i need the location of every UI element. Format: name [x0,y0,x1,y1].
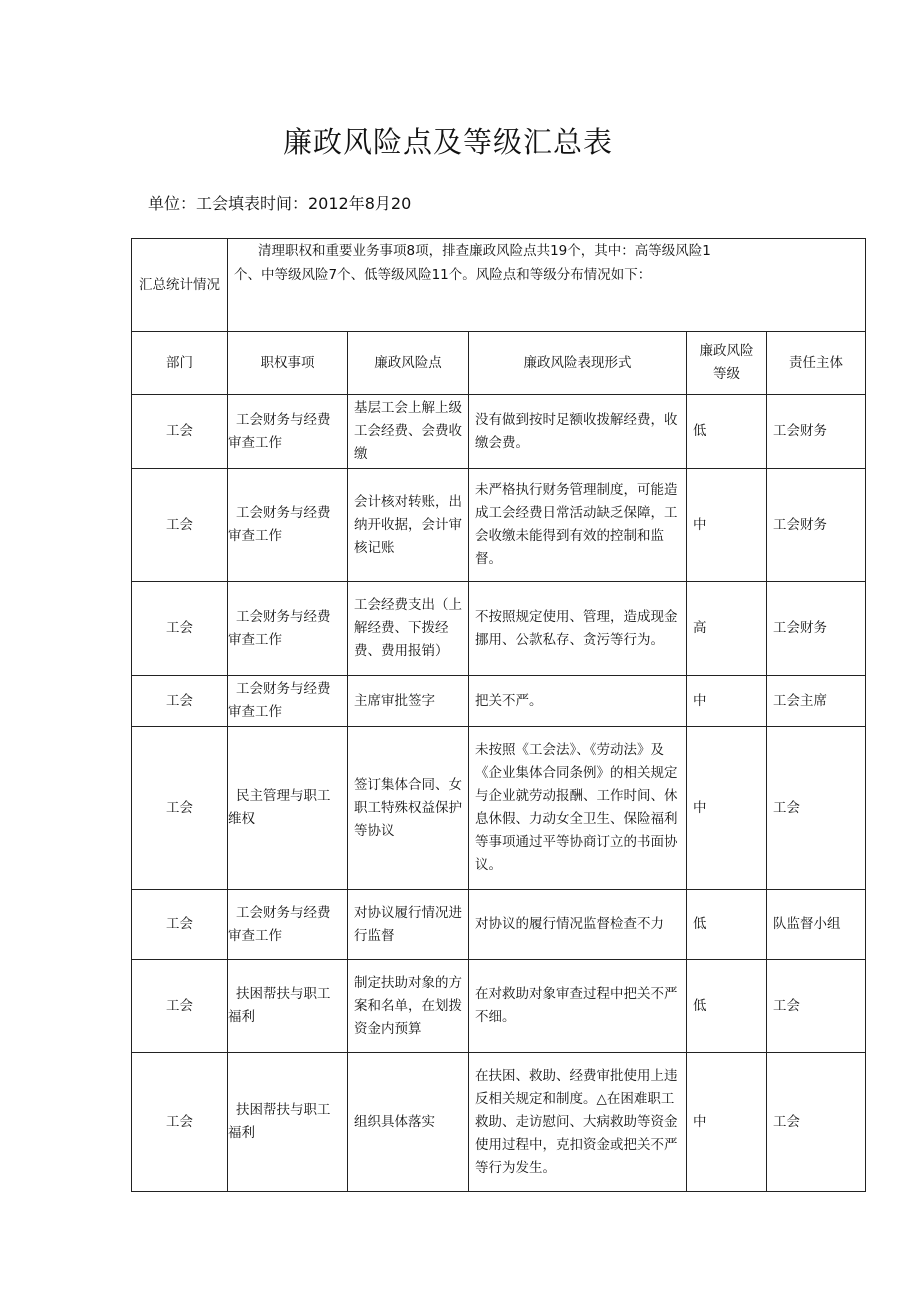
table-row [132,1053,866,1192]
duty-cell: 扶困帮扶与职工 福利 [228,1053,348,1192]
table-row [132,727,866,890]
dept-cell: 工会 [132,1053,228,1192]
form-cell: 没有做到按时足额收拨解经费，收缴会费。 [469,395,687,469]
duty-cell: 民主管理与职工 维权 [228,727,348,890]
subject-cell: 工会财务 [767,582,866,676]
duty-cell: 扶困帮扶与职工 福利 [228,960,348,1053]
header-dept: 部门 [132,332,228,395]
subject-cell: 工会 [767,727,866,890]
level-cell: 低 [687,960,767,1053]
duty-cell: 工会财务与经费 审查工作 [228,582,348,676]
risk-point-cell: 制定扶助对象的方案和名单，在划拨资金内预算 [348,960,469,1053]
dept-cell: 工会 [132,890,228,960]
level-cell: 中 [687,1053,767,1192]
table-row [132,676,866,727]
duty-cell: 工会财务与经费 审查工作 [228,469,348,582]
dept-cell: 工会 [132,469,228,582]
dept-cell: 工会 [132,582,228,676]
summary-text: 清理职权和重要业务事项8项，排查廉政风险点共19个，其中：高等级风险1 个、中等级风险7个、低等级风险11个。风险点和等级分布情况如下： [228,239,866,332]
risk-point-cell: 对协议履行情况进行监督 [348,890,469,960]
table-row [132,469,866,582]
risk-point-cell: 会计核对转账，出纳开收据，会计审核记账 [348,469,469,582]
dept-cell: 工会 [132,960,228,1053]
page-title: 廉政风险点及等级汇总表 [282,125,613,159]
form-cell: 在扶困、救助、经费审批使用上违反相关规定和制度。△在困难职工救助、走访慰问、大病救助等资金使用过程中，克扣资金或把关不严等行为发生。 [469,1053,687,1192]
form-cell: 把关不严。 [469,676,687,727]
form-cell: 对协议的履行情况监督检查不力 [469,890,687,960]
summary-row [132,239,866,332]
header-subject: 责任主体 [767,332,866,395]
subject-cell: 工会主席 [767,676,866,727]
form-cell: 未按照《工会法》、《劳动法》及《企业集体合同条例》的相关规定与企业就劳动报酬、工作时间、休息休假、力动女全卫生、保险福利等事项通过平等协商订立的书面协议。 [469,727,687,890]
duty-cell: 工会财务与经费 审查工作 [228,395,348,469]
duty-cell: 工会财务与经费 审查工作 [228,890,348,960]
form-cell: 未严格执行财务管理制度，可能造成工会经费日常活动缺乏保障，工会收缴未能得到有效的控制和监督。 [469,469,687,582]
risk-point-cell: 签订集体合同、女职工特殊权益保护等协议 [348,727,469,890]
table-row [132,582,866,676]
subject-cell: 工会财务 [767,469,866,582]
level-cell: 高 [687,582,767,676]
level-cell: 中 [687,676,767,727]
form-cell: 在对救助对象审查过程中把关不严不细。 [469,960,687,1053]
subject-cell: 工会 [767,1053,866,1192]
dept-cell: 工会 [132,676,228,727]
subject-cell: 工会 [767,960,866,1053]
header-duty: 职权事项 [228,332,348,395]
header-form: 廉政风险表现形式 [469,332,687,395]
risk-point-cell: 基层工会上解上级工会经费、会费收缴 [348,395,469,469]
subject-cell: 工会财务 [767,395,866,469]
summary-label: 汇总统计情况 [132,239,228,332]
header-row [132,332,866,395]
risk-summary-table [131,238,866,1192]
risk-point-cell: 主席审批签字 [348,676,469,727]
subject-cell: 队监督小组 [767,890,866,960]
level-cell: 中 [687,469,767,582]
risk-point-cell: 组织具体落实 [348,1053,469,1192]
level-cell: 低 [687,890,767,960]
table-row [132,890,866,960]
table-row [132,395,866,469]
header-level: 廉政风险等级 [687,332,767,395]
table-row [132,960,866,1053]
unit-and-date: 单位：工会填表时间：2012年8月20 [148,194,412,213]
duty-cell: 工会财务与经费 审查工作 [228,676,348,727]
level-cell: 低 [687,395,767,469]
dept-cell: 工会 [132,727,228,890]
form-cell: 不按照规定使用、管理，造成现金挪用、公款私存、贪污等行为。 [469,582,687,676]
level-cell: 中 [687,727,767,890]
dept-cell: 工会 [132,395,228,469]
header-risk-point: 廉政风险点 [348,332,469,395]
risk-point-cell: 工会经费支出（上解经费、下拨经费、费用报销） [348,582,469,676]
